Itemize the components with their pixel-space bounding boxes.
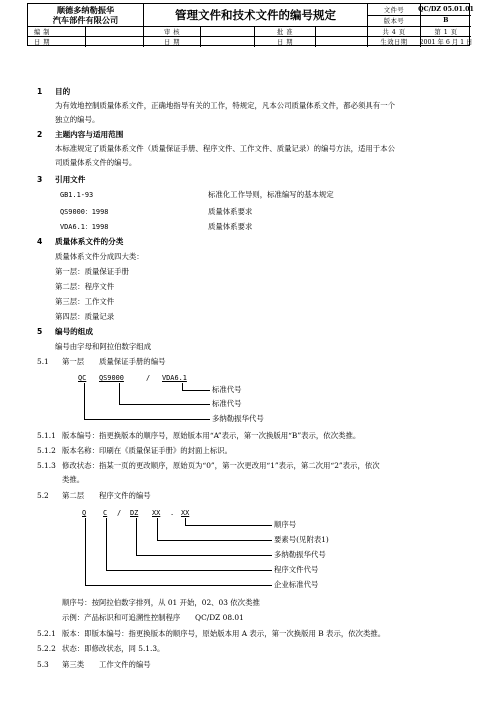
section-3-title: 引用文件 — [55, 175, 86, 184]
subsection-heading: 第三类 工作文件的编号 — [62, 660, 151, 669]
subsection-heading: 第一层 质量保证手册的编号 — [62, 357, 166, 366]
diagram-connector — [85, 518, 86, 586]
section-1-text-cont: 独立的编号。 — [55, 115, 100, 124]
reference-desc: 质量体系要求 — [208, 207, 253, 216]
item-text: 状态：即修改状态，同 5.1.3。 — [62, 644, 165, 653]
total-pages: 共 4 页 — [382, 28, 406, 36]
section-3-number: 3 — [37, 175, 43, 184]
code-part-label: 顺序号 — [274, 520, 297, 529]
section-2-text: 本标准规定了质量体系文件（质量保证手册、程序文件、工作文件、质量记录）的编号方法，适用于本公 — [55, 144, 395, 153]
reference-code: QS9000：1998 — [60, 208, 109, 216]
code-part: DZ — [130, 509, 139, 517]
diagram-connector — [182, 390, 210, 391]
reviewed-by-label: 审 核 — [163, 28, 181, 36]
reference-code: VDA6.1：1998 — [60, 223, 109, 231]
code-part-label: 要素号(见附表1) — [274, 535, 329, 544]
diagram-connector — [136, 555, 272, 556]
section-1-number: 1 — [37, 87, 43, 96]
document-level: 第三层：工作文件 — [55, 297, 115, 306]
code-part-label: 程序文件代号 — [274, 565, 319, 574]
section-5-number: 5 — [37, 327, 43, 336]
diagram-connector — [85, 585, 272, 586]
item-number: 5.2.1 — [37, 629, 56, 638]
code-part-label: 标准代号 — [212, 385, 242, 394]
reference-code: GB1.1-93 — [60, 191, 94, 199]
doc-number-value: QC/DZ 05.01.01 — [418, 6, 474, 13]
code-part: / — [117, 509, 122, 517]
code-part-label: 企业标准代号 — [274, 580, 319, 589]
sequence-number-note: 顺序号：按阿拉伯数字排列，从 01 开始，02、03 依次类推 — [62, 598, 260, 607]
version-label: 版本号 — [383, 18, 405, 25]
subsection-heading: 第二层 程序文件的编号 — [62, 491, 151, 500]
diagram-connector — [119, 383, 120, 405]
approve-date-label: 日 期 — [276, 39, 294, 46]
subsection-number: 5.2 — [37, 491, 49, 500]
document-title: 管理文件和技术文件的编号规定 — [175, 8, 336, 22]
diagram-connector — [106, 518, 107, 571]
code-part: XX — [181, 509, 190, 517]
section-1-title: 目的 — [55, 87, 71, 96]
approved-by-label: 批 准 — [276, 28, 294, 36]
company-name-line2: 汽车部件有限公司 — [52, 15, 119, 25]
code-part: . — [170, 509, 175, 517]
code-part-label: 标准代号 — [212, 399, 242, 408]
section-5-title: 编号的组成 — [55, 327, 93, 336]
code-part: XX — [152, 509, 161, 517]
code-part: / — [146, 374, 151, 382]
section-4-title: 质量体系文件的分类 — [55, 237, 124, 246]
diagram-connector — [84, 419, 210, 420]
item-number: 5.2.2 — [37, 644, 56, 653]
doc-number-label: 文件号 — [383, 7, 405, 14]
compile-date-label: 日 期 — [34, 39, 51, 46]
diagram-connector — [185, 525, 272, 526]
item-text: 版本编号：指更换版本的顺序号，原始版本用“A”表示，第一次换版用“B”表示，依次类推。 — [62, 431, 361, 440]
item-number: 5.1.2 — [37, 446, 56, 455]
example-note: 示例：产品标识和可追溯性控制程序 QC/DZ 08.01 — [62, 613, 244, 622]
item-text-cont: 类推。 — [62, 475, 85, 484]
diagram-connector — [157, 518, 158, 541]
reference-desc: 质量体系要求 — [208, 222, 253, 231]
effective-date-label: 生效日期 — [380, 39, 408, 46]
code-part: C — [103, 509, 108, 517]
item-number: 5.1.1 — [37, 431, 56, 440]
review-date-label: 日 期 — [163, 39, 181, 46]
page-number: 第 1 页 — [434, 28, 458, 36]
item-number: 5.1.3 — [37, 461, 56, 470]
diagram-connector — [106, 570, 272, 571]
section-2-text-cont: 司质量体系文件的编号。 — [55, 158, 137, 167]
section-1-text: 为有效地控制质量体系文件，正确地指导有关的工作，特规定，凡本公司质量体系文件，都必须具有一个 — [55, 101, 395, 110]
code-part-label: 多纳勒振华代号 — [212, 414, 264, 423]
document-level: 第四层：质量记录 — [55, 312, 115, 321]
version-value: B — [443, 17, 449, 24]
section-2-number: 2 — [37, 130, 43, 139]
subsection-number: 5.1 — [37, 357, 49, 366]
code-part-label: 多纳勒振华代号 — [274, 550, 326, 559]
effective-date-value: 2001 年 6 月 1 日 — [419, 39, 473, 46]
diagram-connector — [157, 540, 272, 541]
subsection-number: 5.3 — [37, 660, 49, 669]
diagram-connector — [136, 518, 137, 556]
item-text: 版本：即版本编号：指更换版本的顺序号，原始版本用 A 表示，第一次换版用 B 表示，依次类推。 — [62, 629, 386, 638]
item-text: 版本名称：印刷在《质量保证手册》的封面上标识。 — [62, 446, 232, 455]
diagram-connector — [119, 404, 210, 405]
reference-desc: 标准化工作导则，标准编写的基本规定 — [208, 190, 334, 199]
item-text: 修改状态：指某一页的更改顺序，原始页为“0”，第一次更改用“1”表示，第二次用“2”表示，依次 — [62, 461, 380, 470]
section-5-intro: 编号由字母和阿拉伯数字组成 — [55, 342, 152, 351]
code-part: Q — [82, 509, 87, 517]
section-2-title: 主题内容与适用范围 — [55, 130, 124, 139]
code-part: VDA6.1 — [162, 374, 187, 382]
document-level: 第二层：程序文件 — [55, 282, 115, 291]
code-part: QS9000 — [99, 374, 124, 382]
company-name-line1: 顺德多纳勒振华 — [56, 5, 115, 15]
code-part: QC — [78, 374, 87, 382]
section-4-intro: 质量体系文件分成四大类： — [55, 252, 144, 261]
document-level: 第一层：质量保证手册 — [55, 267, 129, 276]
section-4-number: 4 — [37, 237, 43, 246]
diagram-connector — [84, 383, 85, 420]
compiled-by-label: 编 制 — [34, 28, 51, 36]
